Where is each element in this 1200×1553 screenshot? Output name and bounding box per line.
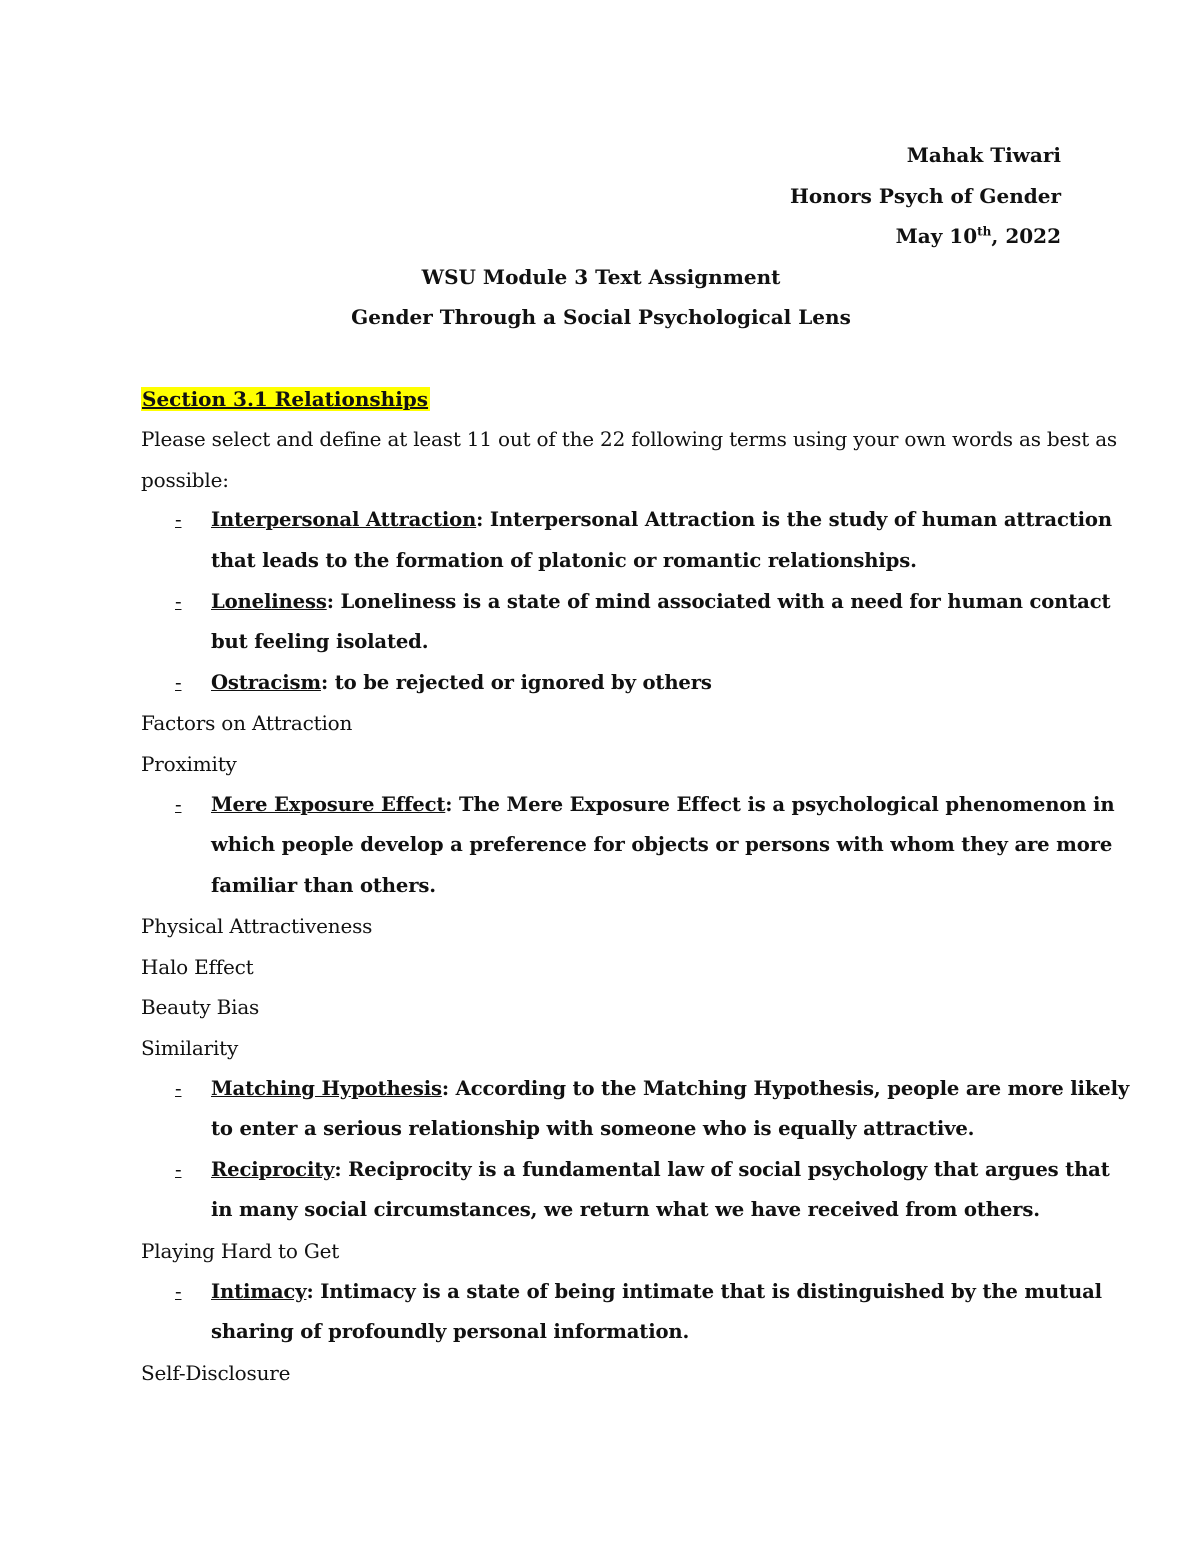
term-proximity: Proximity [141,751,237,776]
course-name: Honors Psych of Gender [790,183,1061,208]
date-suffix: , 2022 [991,224,1061,249]
term-reciprocity: Reciprocity [211,1157,335,1181]
list-item-loneliness [141,582,1111,623]
assignment-date [141,216,1061,257]
definition-continuation: familiar than others. [211,873,436,897]
term-ostracism: Ostracism [211,670,321,694]
section-heading-line [141,379,1061,420]
definition-text: : The Mere Exposure Effect is a psychological phenomenon in [445,792,1115,816]
date-prefix: May 10 [895,224,978,249]
list-item-ostracism [141,663,1061,704]
author-name: Mahak Tiwari [906,143,1061,167]
definition-text: : According to the Matching Hypothesis, people are more likely [441,1076,1130,1100]
list-item-interpersonal-attraction [141,500,1112,541]
definition-continuation: but feeling isolated. [211,630,429,654]
definition-continuation: in many social circumstances, we return what we have received from others. [211,1198,1040,1222]
definition-continuation: to enter a serious relationship with someone who is equally attractive. [211,1117,975,1141]
definition-text: : Intimacy is a state of being intimate that is distinguished by the mutual [306,1279,1102,1303]
term-intimacy: Intimacy [211,1279,307,1303]
definition-continuation: which people develop a preference for objects or persons with whom they are more [211,833,1113,857]
bullet-dash: - [175,508,182,532]
bullet-dash: - [175,589,182,613]
document-subtitle: Gender Through a Social Psychological Lens [351,305,851,330]
section-heading: Section 3.1 Relationships [142,386,429,411]
bullet-dash: - [175,792,182,816]
term-interpersonal-attraction: Interpersonal Attraction [211,508,477,532]
definition-text: : Interpersonal Attraction is the study of human attraction [476,508,1112,532]
definition-text: : Reciprocity is a fundamental law of social psychology that argues that [334,1157,1110,1181]
term-loneliness: Loneliness [211,589,327,613]
list-item-reciprocity [141,1150,1110,1191]
term-matching-hypothesis: Matching Hypothesis [211,1076,442,1100]
list-item-mere-exposure-effect [141,785,1115,826]
bullet-dash: - [175,1076,182,1100]
definition-text: : to be rejected or ignored by others [320,670,712,694]
bullet-dash: - [175,670,182,694]
term-self-disclosure: Self-Disclosure [141,1360,291,1385]
term-factors-on-attraction: Factors on Attraction [141,711,353,736]
term-similarity: Similarity [141,1036,239,1061]
document-body [141,135,1130,1393]
date-ordinal: th [977,224,992,239]
definition-text: : Loneliness is a state of mind associated with a need for human contact [326,589,1111,613]
term-mere-exposure-effect: Mere Exposure Effect [211,792,446,816]
term-playing-hard-to-get: Playing Hard to Get [141,1239,340,1264]
term-beauty-bias: Beauty Bias [141,995,260,1020]
definition-continuation: that leads to the formation of platonic or romantic relationships. [211,548,917,572]
blank-line [141,338,1061,379]
document-title: WSU Module 3 Text Assignment [421,264,781,289]
term-physical-attractiveness: Physical Attractiveness [141,914,373,939]
list-item-matching-hypothesis [141,1069,1130,1110]
instructions-line-2: possible: [141,467,229,492]
bullet-dash: - [175,1157,182,1181]
bullet-dash: - [175,1279,182,1303]
term-halo-effect: Halo Effect [141,954,254,979]
instructions-line-1: Please select and define at least 11 out of the 22 following terms using your own words as best as [141,427,1117,452]
list-item-intimacy [141,1272,1102,1313]
definition-continuation: sharing of profoundly personal information. [211,1320,690,1344]
